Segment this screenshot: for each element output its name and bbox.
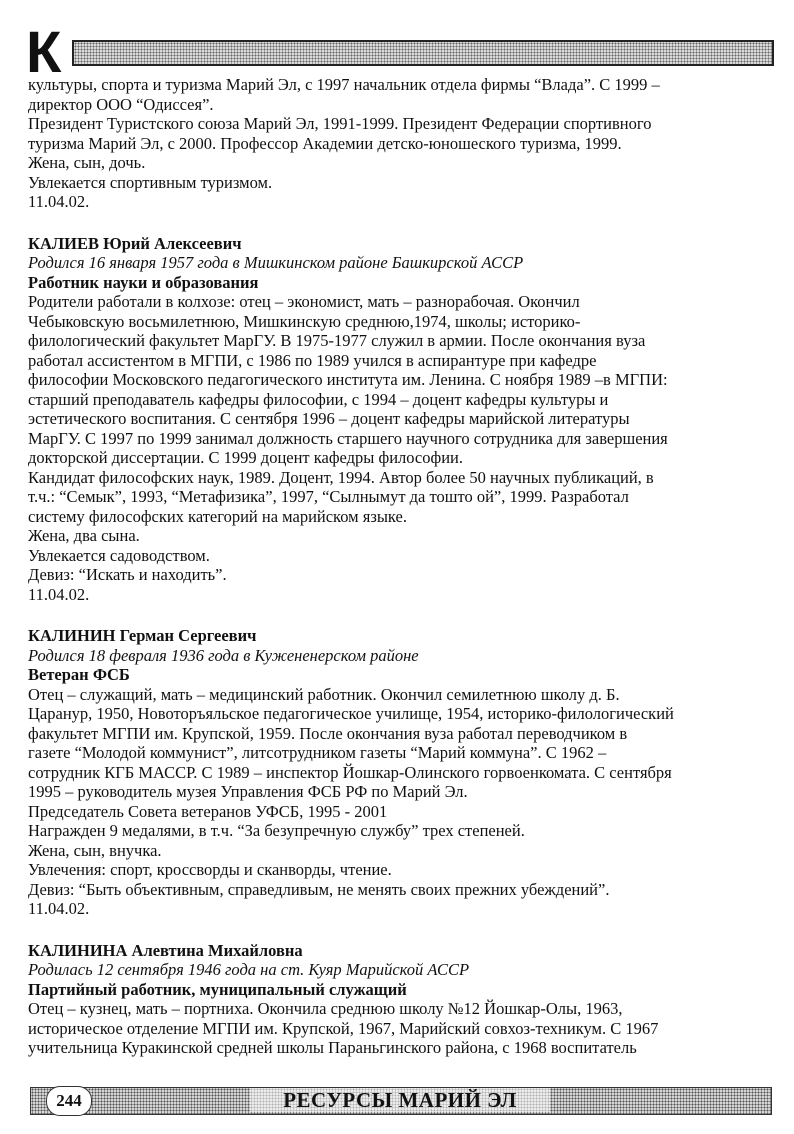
text-line: филологический факультет МарГУ. В 1975-1977 служил в армии. После окончания вуза: [28, 331, 646, 350]
entry-date: 11.04.02.: [28, 899, 90, 918]
text-line: Увлекается спортивным туризмом.: [28, 172, 273, 192]
page-content: [28, 75, 758, 1058]
entry-role: Работник науки и образования: [28, 272, 259, 292]
text-line: Президент Туристского союза Марий Эл, 1991-1999. Президент Федерации спортивного: [28, 114, 652, 133]
text-line: сотрудник КГБ МАССР. С 1989 – инспектор Йошкар-Олинского горвоенкомата. С сентября: [28, 762, 672, 782]
text-line: т.ч.: “Семык”, 1993, “Метафизика”, 1997, “Сылнымут да тошто ой”, 1999. Разработал: [28, 487, 629, 506]
text-line: Председатель Совета ветеранов УФСБ, 1995 - 2001: [28, 801, 388, 821]
entry-kaliev: [28, 234, 758, 605]
text-line: 1995 – руководитель музея Управления ФСБ РФ по Марий Эл.: [28, 782, 468, 801]
entry-name: КАЛИНИНА Алевтина Михайловна: [28, 940, 303, 960]
text-line: Кандидат философских наук, 1989. Доцент, 1994. Автор более 50 научных публикаций, в: [28, 467, 654, 487]
entry-birth: Родился 18 февраля 1936 года в Кужененерском районе: [28, 645, 419, 665]
text-line: Жена, сын, дочь.: [28, 153, 146, 172]
text-line: Отец – служащий, мать – медицинский работник. Окончил семилетнюю школу д. Б.: [28, 684, 620, 704]
page-number: 244: [46, 1086, 92, 1116]
entry-role: Партийный работник, муниципальный служащий: [28, 979, 407, 999]
text-line: Девиз: “Искать и находить”.: [28, 565, 227, 584]
text-line: Награжден 9 медалями, в т.ч. “За безупречную службу” трех степеней.: [28, 821, 525, 840]
header-band: [72, 40, 774, 66]
text-line: Родители работали в колхозе: отец – экономист, мать – разнорабочая. Окончил: [28, 292, 580, 311]
text-line: Жена, сын, внучка.: [28, 840, 162, 860]
text-line: Отец – кузнец, мать – портниха. Окончила среднюю школу №12 Йошкар-Олы, 1963,: [28, 999, 623, 1018]
entry-birth: Родился 16 января 1957 года в Мишкинском районе Башкирской АССР: [28, 253, 524, 272]
text-line: МарГУ. С 1997 по 1999 занимал должность старшего научного сотрудника для завершения: [28, 428, 668, 448]
entry-role: Ветеран ФСБ: [28, 665, 130, 684]
text-line: докторской диссертации. С 1999 доцент кафедры философии.: [28, 448, 463, 467]
entry-name: КАЛИНИН Герман Сергеевич: [28, 626, 257, 645]
intro-continuation: [28, 75, 758, 212]
text-line: газете “Молодой коммунист”, литсотрудником газеты “Марий коммуна”. С 1962 –: [28, 743, 607, 762]
footer-title: РЕСУРСЫ МАРИЙ ЭЛ: [250, 1088, 550, 1112]
text-line: систему философских категорий на марийском языке.: [28, 506, 407, 526]
text-line: учительница Куракинской средней школы Параньгинского района, с 1968 воспитатель: [28, 1038, 637, 1057]
text-line: культуры, спорта и туризма Марий Эл, с 1997 начальник отдела фирмы “Влада”. С 1999 –: [28, 75, 660, 94]
text-line: Жена, два сына.: [28, 526, 140, 545]
entry-date: 11.04.02.: [28, 192, 90, 211]
text-line: директор ООО “Одиссея”.: [28, 94, 214, 114]
text-line: факультет МГПИ им. Крупской, 1959. После окончания вуза работал переводчиком в: [28, 723, 628, 743]
text-line: историческое отделение МГПИ им. Крупской, 1967, Марийский совхоз-техникум. С 1967: [28, 1018, 659, 1038]
entry-name: КАЛИЕВ Юрий Алексеевич: [28, 233, 242, 253]
text-line: Увлечения: спорт, кроссворды и сканворды, чтение.: [28, 860, 392, 879]
text-line: Царанур, 1950, Новоторъяльское педагогическое училище, 1954, историко-филологический: [28, 704, 674, 723]
text-line: философии Московского педагогического института им. Ленина. С ноября 1989 –в МГПИ:: [28, 370, 668, 389]
text-line: эстетического воспитания. С сентября 1996 – доцент кафедры марийской литературы: [28, 409, 630, 428]
text-line: Девиз: “Быть объективным, справедливым, не менять своих прежних убеждений”.: [28, 879, 610, 899]
entry-kalinin: [28, 626, 758, 919]
text-line: старший преподаватель кафедры философии, с 1994 – доцент кафедры культуры и: [28, 389, 609, 409]
text-line: Увлекается садоводством.: [28, 545, 210, 565]
entry-kalinina: [28, 941, 758, 1058]
section-letter: К: [26, 20, 62, 85]
text-line: туризма Марий Эл, с 2000. Профессор Академии детско-юношеского туризма, 1999.: [28, 133, 622, 153]
text-line: работал ассистентом в МГПИ, с 1986 по 1989 учился в аспирантуре при кафедре: [28, 350, 597, 370]
entry-date: 11.04.02.: [28, 584, 90, 604]
text-line: Чебыковскую восьмилетнюю, Мишкинскую среднюю,1974, школы; историко-: [28, 311, 581, 331]
entry-birth: Родилась 12 сентября 1946 года на ст. Куяр Марийской АССР: [28, 960, 470, 979]
